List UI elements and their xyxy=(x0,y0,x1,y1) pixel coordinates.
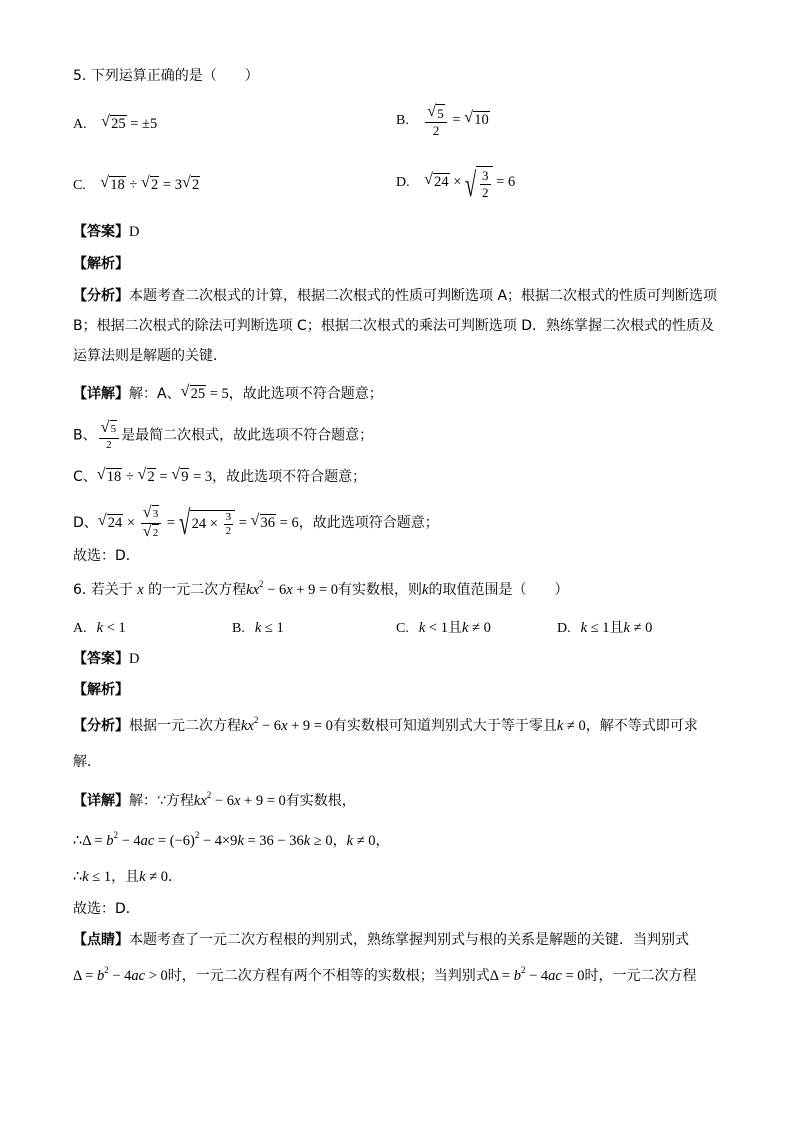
q6-option-b: B. k ≤ 1 xyxy=(232,620,284,636)
q5-detail-d: D、 √ 24 × √ 3 √ 2 = √ 24 × $\frac{3}{2}$ = √ 36 = 6，故此选项符合题意； xyxy=(73,504,439,542)
q5-option-c: C. √ 18 ÷ √ 2 = 3 √ 2 xyxy=(73,174,200,193)
q6-detail-2: ∴Δ = $b^2 - 4ac = (-6)^2 - 4\times 9k = 36 - 36k \ge 0$，k ≠ 0， xyxy=(73,830,390,849)
q6-analysis-heading: 【解析】 xyxy=(73,682,129,698)
q6-option-a: A. k < 1 xyxy=(73,620,126,636)
q5-option-d: D. √ 24 × √ $\frac{3}{2}$ = 6 xyxy=(396,167,516,204)
q6-conclusion: 故选：D． xyxy=(73,901,140,917)
q6-fenxi-line2: 解． xyxy=(73,754,101,770)
q5-analysis-heading: 【解析】 xyxy=(73,256,129,272)
q6-dianjing-line1: 【点睛】本题考查了一元二次方程根的判别式，熟练掌握判别式与根的关系是解题的关键．当判别式 xyxy=(73,932,689,948)
q5-detail-a: 【详解】解：A、 √ 25 = 5，故此选项不符合题意； xyxy=(73,383,383,402)
q5-option-b: B. √ 5 2 = √ 10 xyxy=(396,103,489,138)
q5-conclusion: 故选：D． xyxy=(73,548,140,564)
q6-stem: 6. 若关于 x 的一元二次方程$kx^2 - 6x + 9 = 0$有实数根，则k的取值范围是（ ） xyxy=(73,579,569,598)
q6-option-d: D. k ≤ 1且k ≠ 0 xyxy=(557,620,653,636)
q6-detail-1: 【详解】解：∵方程$kx^2 - 6x + 9 = 0$有实数根， xyxy=(73,790,356,809)
q5-stem: 5. 下列运算正确的是（ ） xyxy=(73,68,259,84)
q5-detail-c: C、 √ 18 ÷ √ 2 = √ 9 = 3，故此选项不符合题意； xyxy=(73,466,367,485)
q6-detail-3: ∴k ≤ 1，且k ≠ 0． xyxy=(73,869,183,885)
q5-fenxi: 【分析】本题考查二次根式的计算，根据二次根式的性质可判断选项 A；根据二次根式的性质可判断选项 B；根据二次根式的除法可判断选项 C；根据二次根式的乘法可判断选项 D．熟练掌握二次根式的性质及 运算法则是解题的关键． xyxy=(73,288,718,364)
q6-option-c: C. k < 1且k ≠ 0 xyxy=(396,620,491,636)
q6-fenxi-line1: 【分析】根据一元二次方程$kx^2 - 6x + 9 = 0$有实数根可知道判别式大于等于零且k ≠ 0，解不等式即可求 xyxy=(73,715,698,734)
q5-option-a: A. √ 25 = ±5 xyxy=(73,113,158,132)
q6-dianjing-line2: $\Delta = b^2 - 4ac > 0$时，一元二次方程有两个不相等的实数根；当判别式$\Delta = b^2 - 4ac = 0$时，一元二次方程 xyxy=(73,965,697,984)
q5-detail-b: B、 √ 5 2 是最简二次根式，故此选项不符合题意； xyxy=(73,419,374,451)
q5-answer: 【答案】D xyxy=(73,224,140,240)
q6-answer: 【答案】D xyxy=(73,651,140,667)
